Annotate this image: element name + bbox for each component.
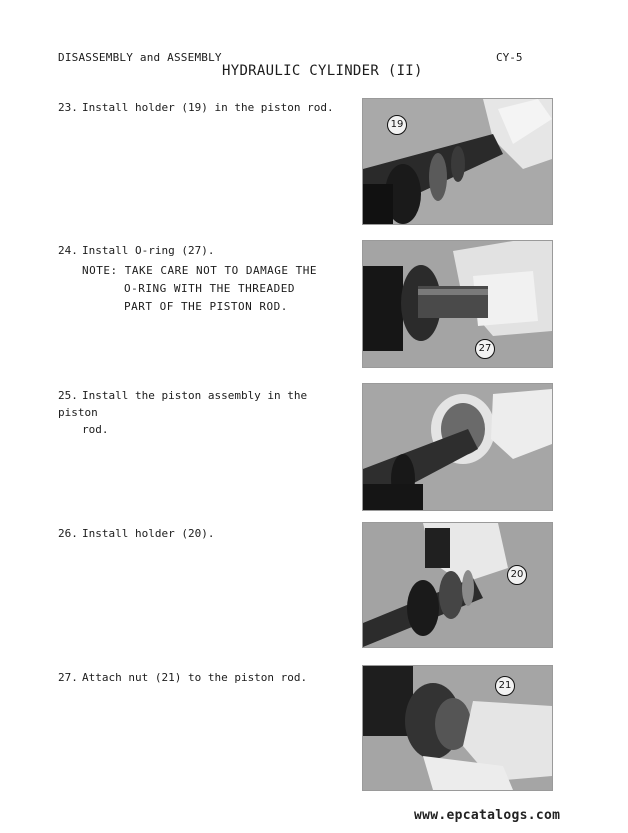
step-text: Install holder (19) in the piston rod. [82,101,334,114]
section-heading: DISASSEMBLY and ASSEMBLY [58,51,222,64]
step-number: 25. [58,389,78,402]
step-number: 24. [58,244,78,257]
step-26 [58,525,343,542]
photo-illustration [363,666,552,790]
step-23 [58,99,343,116]
step-number: 26. [58,527,78,540]
photo-step-26 [362,522,553,648]
photo-step-23 [362,98,553,225]
step-number: 23. [58,101,78,114]
step-text: Install holder (20). [82,527,215,540]
photo-step-27 [362,665,553,791]
watermark-url: www.epcatalogs.com [414,808,561,823]
callout-20: 20 [507,565,527,585]
step-text-continued: rod. [82,423,109,436]
callout-19: 19 [387,115,407,135]
step-25 [58,387,343,438]
step-text: Attach nut (21) to the piston rod. [82,671,308,684]
step-number: 27. [58,671,78,684]
note-line: PART OF THE PISTON ROD. [124,300,288,313]
note-line: NOTE: TAKE CARE NOT TO DAMAGE THE [82,264,318,277]
step-24 [58,242,343,259]
step-27 [58,669,343,686]
photo-step-24 [362,240,553,368]
photo-illustration [363,523,552,647]
page-title: HYDRAULIC CYLINDER (II) [222,63,423,79]
note-line: O-RING WITH THE THREADED [124,282,295,295]
step-text: Install O-ring (27). [82,244,215,257]
photo-step-25 [362,383,553,511]
callout-27: 27 [475,339,495,359]
photo-illustration [363,384,552,510]
photo-illustration [363,241,552,367]
page-code: CY-5 [496,51,523,64]
step-text: Install the piston assembly in the piston [58,389,308,419]
caution-note [82,262,352,316]
callout-21: 21 [495,676,515,696]
